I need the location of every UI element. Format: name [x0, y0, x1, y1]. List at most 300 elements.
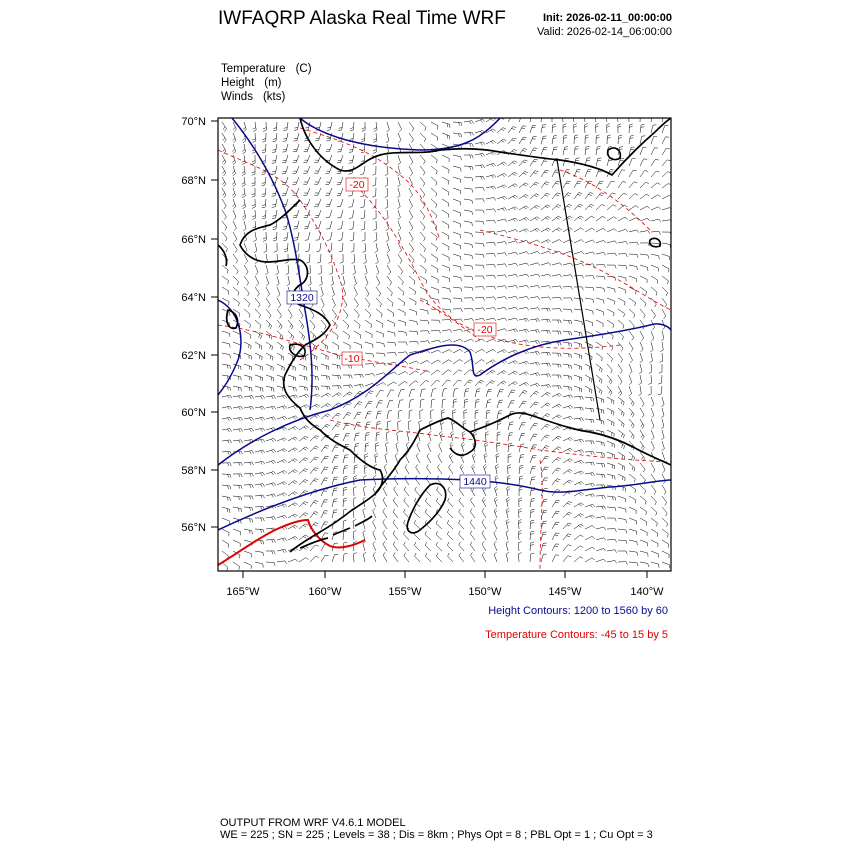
wind-barb: [288, 559, 298, 562]
wind-barb: [574, 386, 582, 392]
wind-barb: [420, 309, 428, 314]
wind-barb: [552, 511, 560, 518]
wind-barb: [596, 375, 602, 383]
wind-barb: [363, 243, 366, 253]
wind-barb: [607, 265, 616, 268]
wind-barb: [442, 122, 450, 128]
wind-barb: [420, 389, 426, 397]
wind-barb: [343, 531, 347, 540]
wind-barb: [563, 416, 573, 420]
wind-barb: [482, 530, 486, 540]
wind-barb: [321, 555, 329, 562]
wind-barb: [308, 276, 311, 286]
wind-barb: [459, 498, 464, 507]
wind-barb: [651, 331, 654, 341]
wind-barb: [365, 298, 370, 307]
wind-barb: [263, 133, 267, 142]
wind-barb: [409, 265, 415, 274]
wind-barb: [464, 389, 469, 397]
wind-barb: [332, 424, 340, 430]
wind-barb: [497, 253, 507, 256]
wind-barb: [284, 243, 288, 252]
wind-barb: [650, 353, 653, 363]
wind-barb: [662, 254, 670, 260]
wind-barb: [266, 309, 271, 318]
wind-barb: [585, 252, 595, 255]
wind-barb: [383, 497, 387, 507]
wind-barb: [431, 389, 436, 397]
wind-barb: [222, 540, 229, 548]
wind-barb: [244, 287, 249, 296]
wind-barb: [303, 177, 310, 184]
wind-barb: [574, 204, 583, 210]
wind-barb: [404, 542, 409, 551]
wind-barb: [343, 413, 351, 420]
wind-barb: [244, 298, 250, 307]
wind-barb: [486, 410, 490, 419]
wind-barb: [486, 339, 496, 342]
wind-barb: [244, 562, 251, 569]
wind-barb: [233, 562, 240, 570]
wind-barb: [398, 381, 407, 386]
wind-barb: [453, 243, 461, 249]
wind-barb: [303, 166, 310, 173]
wind-barb: [431, 232, 437, 240]
wind-barb: [585, 216, 594, 221]
wind-barb: [272, 210, 277, 219]
wind-barb: [453, 410, 456, 420]
wind-barb: [541, 403, 550, 408]
wind-barb: [585, 483, 595, 486]
wind-barb: [393, 553, 398, 563]
wind-barb: [508, 184, 518, 188]
wind-barb: [431, 265, 438, 273]
wind-barb: [584, 112, 587, 122]
wind-barb: [376, 390, 384, 397]
wind-barb: [541, 286, 551, 289]
wind-barb: [574, 535, 583, 540]
wind-barb: [244, 485, 253, 488]
wind-barb: [420, 122, 426, 131]
wind-barb: [618, 463, 625, 471]
wind-barb: [266, 517, 276, 520]
wind-barb: [321, 414, 330, 419]
wind-barb: [354, 309, 359, 318]
wind-barb: [596, 309, 604, 315]
wind-barb: [640, 218, 650, 221]
wind-barb: [464, 166, 473, 170]
wind-barb: [420, 232, 425, 241]
wind-barb: [354, 384, 364, 388]
wind-barb: [563, 263, 573, 266]
wind-barb: [563, 406, 573, 410]
wind-barb: [648, 386, 651, 395]
wind-barb: [409, 133, 414, 143]
wind-barb: [222, 342, 230, 348]
wind-barb: [486, 349, 496, 353]
wind-barb: [453, 360, 463, 365]
wind-barb: [222, 353, 230, 358]
wind-barb: [255, 353, 262, 360]
wind-barb: [486, 152, 496, 155]
wind-barb: [409, 122, 414, 131]
wind-barb: [373, 497, 376, 507]
wind-barb: [497, 162, 507, 166]
wind-barb: [310, 457, 319, 463]
wind-barb: [486, 318, 496, 321]
wind-barb: [310, 512, 318, 518]
wind-barb: [530, 194, 539, 199]
wind-barb: [574, 503, 584, 507]
wind-barb: [530, 148, 537, 155]
wind-barb: [508, 339, 518, 343]
wind-barb: [506, 541, 509, 551]
wind-barb: [299, 469, 308, 474]
wind-barb: [292, 177, 299, 184]
wind-barb: [519, 137, 527, 144]
wind-barb: [244, 473, 254, 476]
wind-barb: [658, 386, 662, 395]
wind-barb: [497, 173, 507, 177]
wind-barb: [563, 545, 571, 551]
wind-barb: [354, 553, 357, 562]
wind-barb: [393, 531, 398, 540]
wind-barb: [354, 402, 362, 408]
wind-barb: [294, 232, 299, 240]
wind-barb: [530, 456, 536, 464]
wind-barb: [607, 253, 617, 256]
wind-barb: [541, 385, 551, 388]
wind-barb: [662, 148, 670, 155]
wind-barb: [438, 453, 442, 463]
wind-barb: [530, 182, 539, 188]
wind-barb: [530, 351, 540, 355]
wind-barb: [394, 487, 398, 497]
wind-barb: [354, 276, 357, 286]
wind-barb: [662, 126, 668, 134]
wind-barb: [552, 297, 562, 300]
wind-barb: [339, 243, 343, 252]
wind-barb: [464, 370, 473, 375]
wind-barb: [629, 320, 634, 329]
wind-barb: [607, 518, 616, 521]
wind-barb: [486, 175, 496, 178]
wind-barb: [262, 210, 266, 219]
wind-barb: [349, 199, 354, 207]
wind-barb: [373, 199, 376, 208]
wind-barb: [497, 275, 507, 278]
wind-barb: [253, 122, 256, 132]
wind-barb: [315, 133, 321, 141]
wind-barb: [497, 350, 507, 353]
wind-barb: [420, 221, 425, 230]
wind-barb: [530, 251, 540, 254]
wind-barb: [274, 243, 277, 252]
wind-barb: [541, 148, 547, 156]
wind-barb: [459, 542, 464, 551]
wind-barb: [396, 442, 399, 452]
wind-barb: [519, 455, 524, 464]
wind-barb: [232, 144, 235, 154]
field-height-unit: (m): [264, 77, 282, 89]
wind-barb: [431, 166, 437, 174]
wind-barb: [453, 188, 461, 194]
wind-barb: [329, 265, 332, 275]
wind-barb: [222, 155, 226, 165]
wind-barb: [453, 155, 461, 160]
wind-barb: [242, 144, 245, 154]
wind-barb: [508, 195, 518, 199]
wind-barb: [552, 181, 560, 188]
wind-barb: [629, 540, 637, 545]
wind-barb: [376, 320, 383, 327]
wind-barb: [233, 496, 242, 500]
wind-barb: [375, 243, 378, 253]
wind-barb: [365, 320, 372, 328]
wind-barb: [431, 287, 439, 293]
wind-barb: [618, 193, 627, 199]
wind-barb: [629, 474, 635, 482]
wind-barb: [508, 241, 518, 244]
wind-barb: [385, 155, 388, 165]
wind-barb: [618, 507, 626, 513]
wind-barb: [640, 243, 649, 246]
wind-barb: [387, 342, 396, 346]
wind-barb: [386, 144, 389, 154]
wind-barb: [252, 188, 255, 197]
wind-barb: [541, 330, 551, 333]
wind-barb: [327, 122, 332, 130]
wind-barb: [314, 199, 321, 206]
wind-barb: [420, 331, 429, 334]
wind-barb: [552, 320, 561, 323]
wind-barb: [222, 133, 226, 143]
wind-barb: [363, 552, 366, 562]
wind-barb: [552, 205, 561, 211]
wind-barb: [530, 477, 536, 485]
wind-barb: [508, 161, 517, 166]
wind-barb: [497, 128, 506, 133]
wind-barb: [486, 389, 492, 397]
wind-barb: [321, 424, 330, 430]
wind-barb: [343, 520, 347, 529]
wind-barb: [398, 352, 408, 355]
wind-barb: [629, 309, 635, 318]
wind-barb: [607, 229, 617, 232]
wind-barb: [464, 243, 473, 248]
wind-barb: [486, 254, 496, 257]
wind-barb: [266, 540, 276, 543]
wind-barb: [409, 276, 415, 285]
wind-barb: [255, 375, 263, 381]
wind-barb: [266, 483, 276, 486]
wind-barb: [310, 468, 318, 474]
wind-barb: [365, 422, 371, 430]
wind-barb: [222, 122, 227, 132]
wind-barb: [266, 298, 270, 308]
wind-barb: [372, 177, 376, 186]
wind-barb: [262, 188, 266, 197]
wind-barb: [453, 298, 462, 302]
wind-barb: [373, 530, 376, 540]
wind-barb: [321, 375, 330, 380]
wind-barb: [255, 364, 262, 371]
wind-barb: [585, 408, 594, 412]
wind-barb: [398, 287, 404, 296]
wind-barb: [436, 520, 442, 529]
wind-barb: [662, 496, 667, 505]
wind-barb: [541, 467, 548, 474]
wind-barb: [255, 320, 261, 329]
wind-barb: [662, 183, 672, 188]
wind-barb: [453, 389, 458, 398]
wind-barb: [651, 287, 657, 296]
wind-barb: [497, 219, 507, 222]
wind-barb: [266, 364, 273, 371]
wind-barb: [373, 210, 376, 219]
wind-barb: [596, 517, 606, 520]
wind-barb: [482, 541, 486, 551]
wind-barb: [629, 135, 634, 144]
wind-barb: [338, 122, 343, 131]
wind-barb: [552, 415, 562, 419]
wind-barb: [276, 265, 279, 275]
wind-barb: [299, 447, 308, 452]
wind-barb: [541, 308, 551, 311]
wind-barb: [651, 148, 658, 155]
wind-barb: [442, 389, 447, 398]
wind-barb: [375, 443, 378, 453]
wind-barb: [662, 507, 667, 516]
wind-barb: [353, 542, 356, 552]
temp-label-b: -20: [477, 324, 493, 336]
wind-barb: [425, 498, 431, 507]
wind-barb: [398, 166, 401, 176]
wind-barb: [305, 243, 310, 252]
wind-barb: [266, 386, 274, 392]
wind-barb: [288, 375, 296, 381]
wind-barb: [607, 205, 616, 210]
wind-barb: [431, 122, 438, 129]
wind-barb: [354, 374, 364, 377]
wind-barb: [453, 221, 461, 227]
wind-barb: [299, 558, 309, 562]
lat-ticks: [211, 121, 218, 527]
wind-barb: [350, 122, 354, 131]
wind-barb: [585, 287, 594, 291]
wind-barb: [552, 393, 562, 397]
wind-barb: [360, 199, 365, 208]
wind-barb: [277, 309, 282, 319]
wind-barb: [442, 320, 452, 323]
wind-barb: [508, 318, 518, 321]
wind-barb: [404, 487, 409, 496]
wind-barb: [486, 286, 496, 289]
wind-barb: [277, 320, 282, 329]
wind-barb: [651, 159, 659, 166]
wind-barb: [651, 183, 660, 188]
wind-barb: [303, 188, 310, 195]
wind-barb: [508, 350, 518, 354]
wind-barb: [244, 265, 248, 275]
wind-barb: [629, 408, 634, 417]
wind-barb: [453, 349, 463, 353]
wind-barb: [363, 486, 366, 496]
wind-barb: [376, 265, 379, 275]
wind-barb: [420, 210, 425, 219]
wind-barb: [552, 500, 560, 507]
wind-barb: [409, 298, 416, 305]
wind-barb: [508, 274, 518, 277]
wind-barb: [299, 375, 307, 381]
wind-barb: [508, 382, 518, 386]
wind-barb: [222, 177, 226, 187]
wind-barb: [343, 553, 347, 562]
wind-barb: [277, 561, 287, 564]
wind-barb: [640, 206, 650, 210]
wind-barb: [282, 144, 288, 152]
wind-barb: [222, 440, 232, 443]
wind-barb: [387, 254, 390, 264]
wind-barb: [264, 243, 267, 253]
wind-barb: [447, 509, 453, 518]
wind-barb: [442, 399, 446, 408]
wind-barb: [354, 320, 360, 328]
wind-barb: [255, 518, 264, 521]
wind-barb: [563, 534, 571, 540]
wind-barb: [420, 410, 423, 419]
wind-barb: [629, 113, 632, 122]
wind-barb: [585, 193, 593, 199]
wind-barb: [585, 397, 594, 401]
wind-barb: [365, 374, 375, 377]
wind-barb: [266, 460, 276, 464]
wind-barb: [541, 414, 550, 419]
wind-barb: [310, 331, 316, 340]
wind-barb: [574, 263, 584, 266]
wind-barb: [303, 155, 310, 162]
wind-barb: [306, 254, 310, 263]
wind-barb: [337, 199, 343, 207]
wind-barb: [376, 276, 380, 286]
wind-barb: [233, 331, 240, 338]
wind-barb: [464, 232, 472, 237]
wind-barb: [244, 320, 251, 328]
wind-barb: [277, 395, 287, 398]
wind-barb: [507, 486, 510, 496]
wind-barb: [464, 410, 467, 419]
wind-barb: [305, 232, 310, 240]
wind-barb: [662, 309, 666, 319]
wind-barb: [233, 298, 239, 306]
wind-barb: [585, 276, 594, 279]
wind-barb: [464, 319, 474, 322]
wind-barb: [508, 138, 517, 144]
wind-barb: [629, 518, 637, 524]
wind-barb: [354, 298, 358, 308]
wind-barb: [398, 298, 405, 306]
wind-barb: [453, 380, 462, 386]
wind-barb: [574, 252, 584, 255]
lat-labels: [181, 116, 206, 534]
wind-barb: [243, 221, 246, 231]
wind-barb: [496, 453, 499, 463]
wind-barb: [222, 232, 227, 241]
wind-barb: [508, 422, 514, 430]
wind-barb: [618, 135, 622, 144]
wind-barb: [222, 199, 226, 209]
wind-barb: [255, 386, 263, 392]
